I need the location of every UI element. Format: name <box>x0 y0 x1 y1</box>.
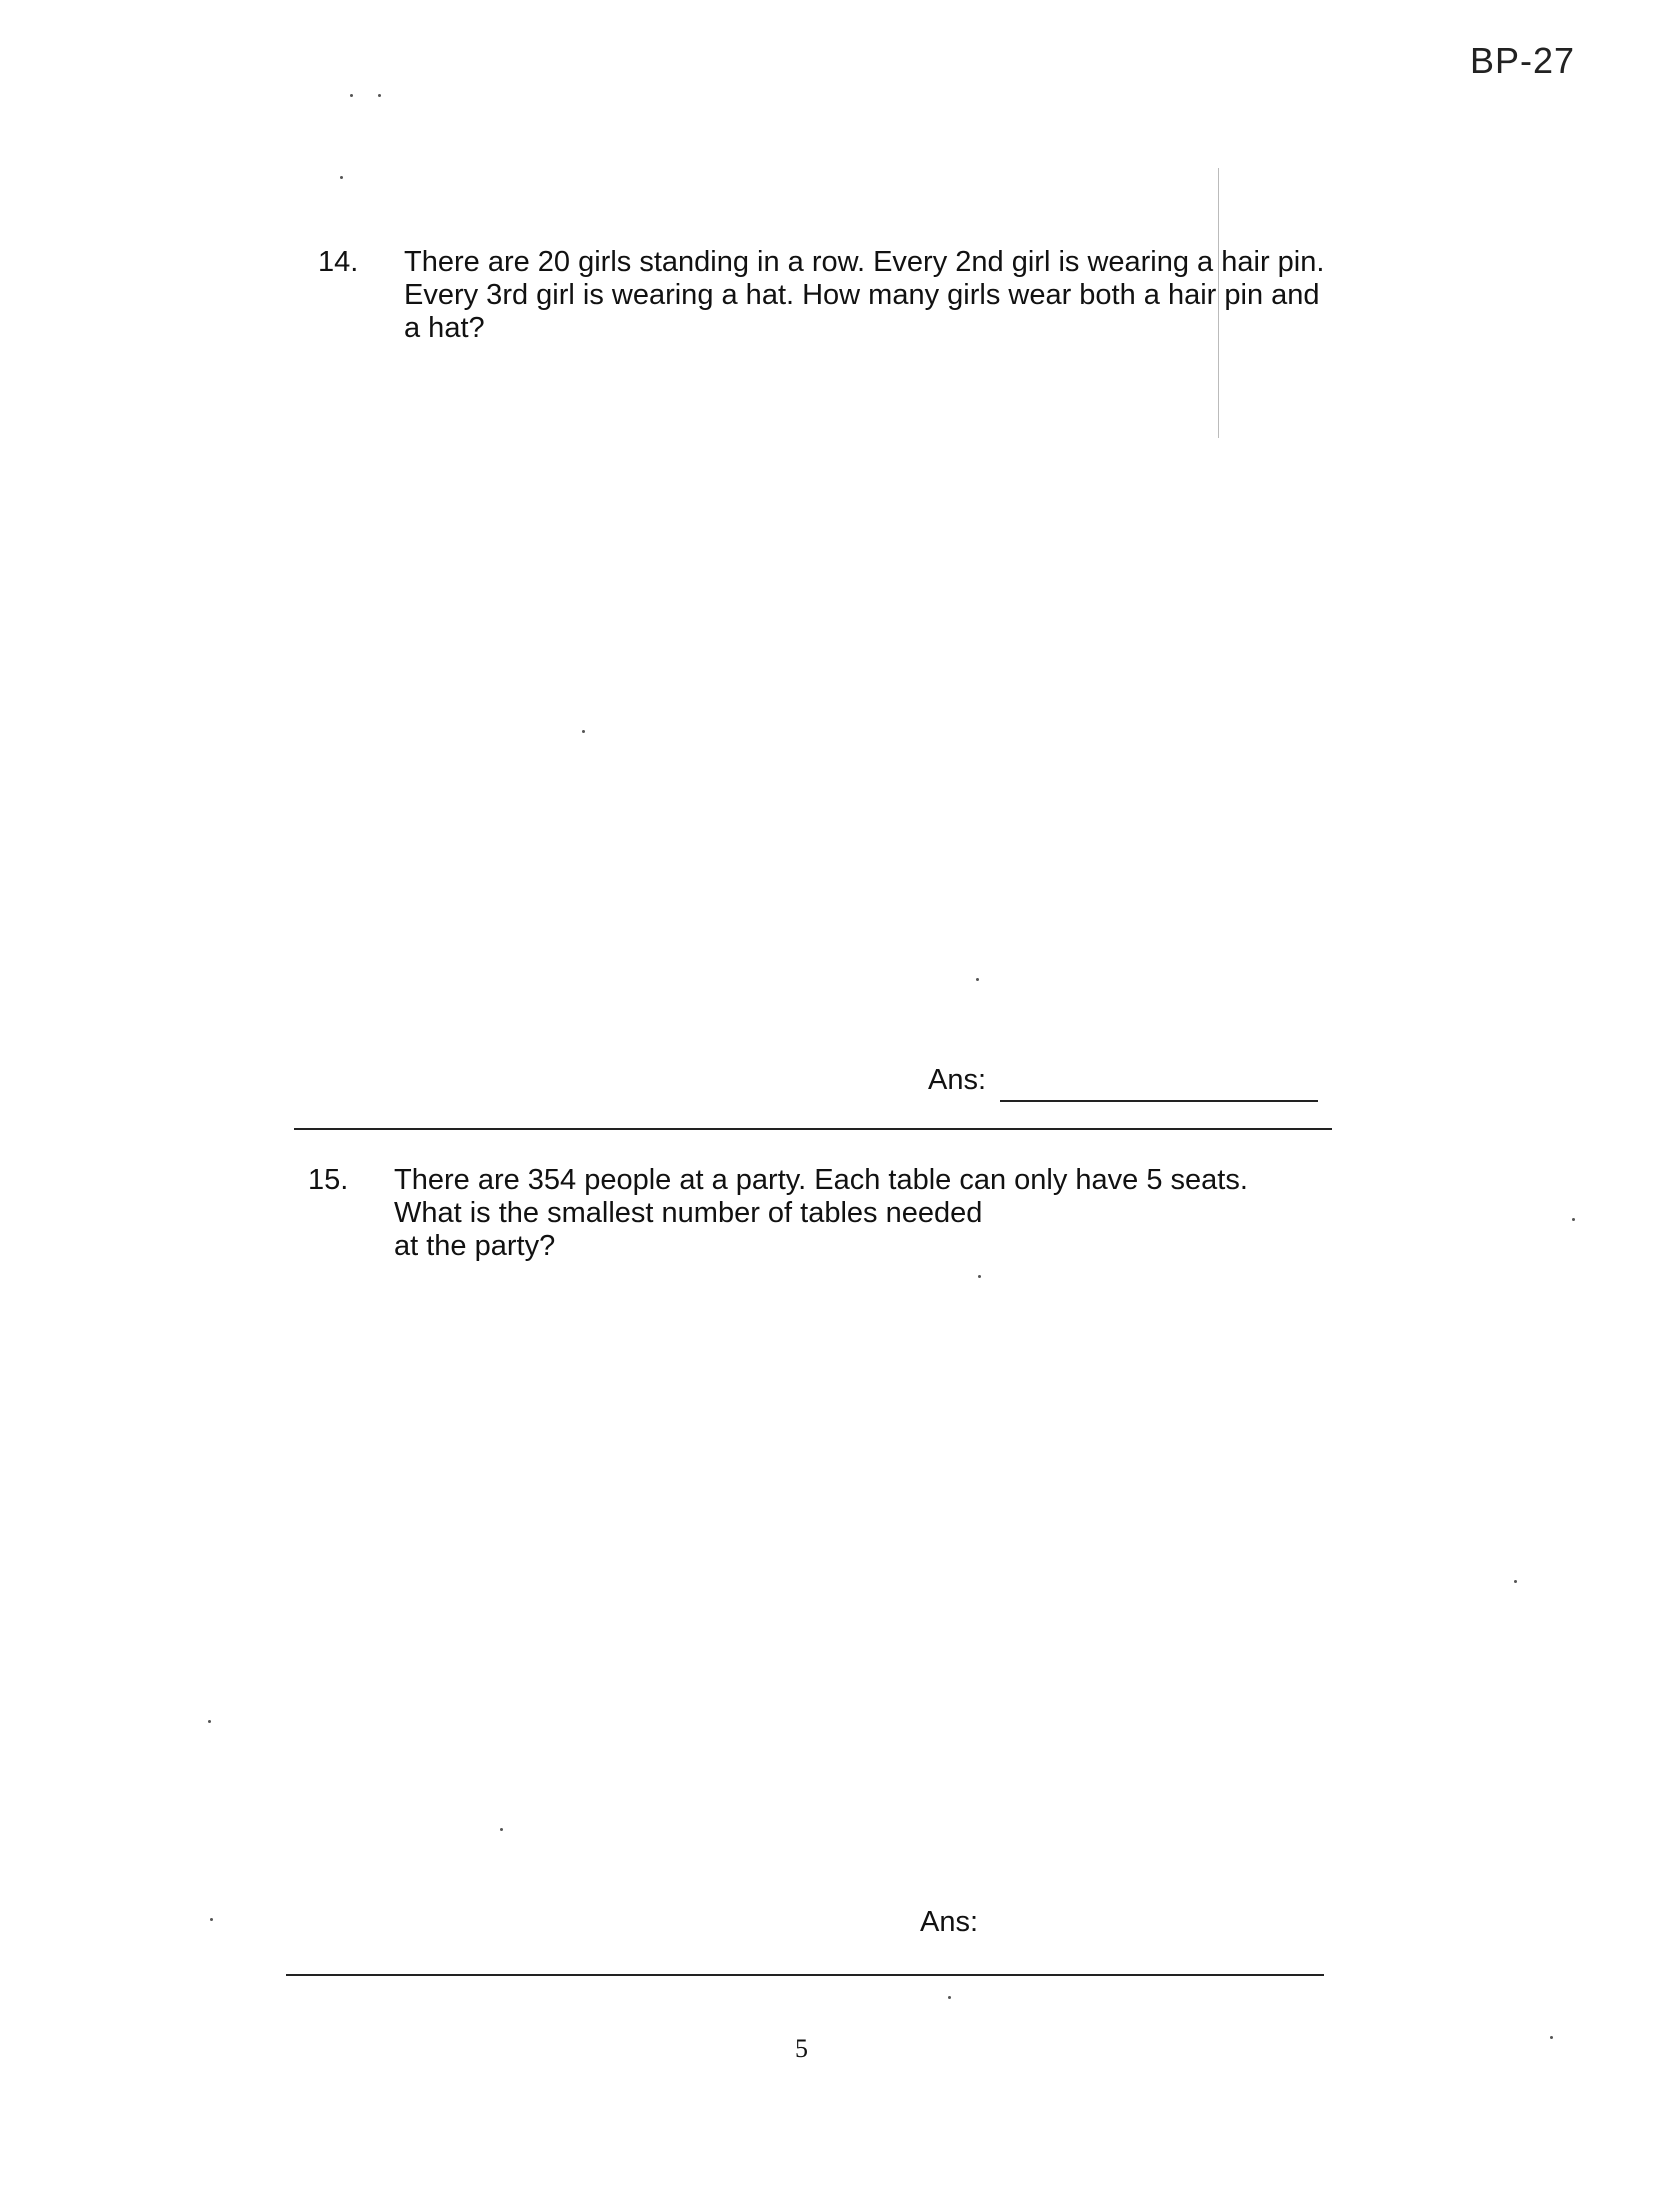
question-line: at the party? <box>394 1230 556 1262</box>
scan-speck <box>378 94 381 97</box>
answer-line-14[interactable] <box>1000 1100 1318 1102</box>
question-number: 15. <box>308 1164 349 1196</box>
scan-speck <box>340 176 343 179</box>
scan-speck <box>1514 1580 1517 1583</box>
question-line: a hat? <box>404 312 485 344</box>
scan-speck <box>208 1720 211 1723</box>
answer-label: Ans: <box>928 1064 987 1096</box>
page-number: 5 <box>795 2034 808 2063</box>
scan-speck <box>500 1828 503 1831</box>
scan-speck <box>976 978 979 981</box>
scan-speck <box>948 1996 951 1999</box>
question-text <box>394 1164 1248 1263</box>
scan-speck <box>1572 1218 1575 1221</box>
question-number: 14. <box>318 246 359 278</box>
question-line: There are 20 girls standing in a row. Every 2nd girl is wearing a hair pin. <box>404 246 1325 278</box>
scan-speck <box>1550 2036 1553 2039</box>
section-divider <box>294 1128 1332 1130</box>
page-code: BP-27 <box>1470 40 1576 81</box>
question-line: Every 3rd girl is wearing a hat. How many girls wear both a hair pin and <box>404 279 1320 311</box>
scan-speck <box>350 94 353 97</box>
scan-speck <box>978 1275 981 1278</box>
question-line: There are 354 people at a party. Each table can only have 5 seats. <box>394 1164 1248 1196</box>
question-text <box>404 246 1324 345</box>
answer-label: Ans: <box>920 1906 979 1938</box>
question-line: What is the smallest number of tables needed <box>394 1197 983 1229</box>
answer-line-15[interactable] <box>286 1974 1324 1976</box>
scan-speck <box>210 1918 213 1921</box>
scan-speck <box>582 730 585 733</box>
